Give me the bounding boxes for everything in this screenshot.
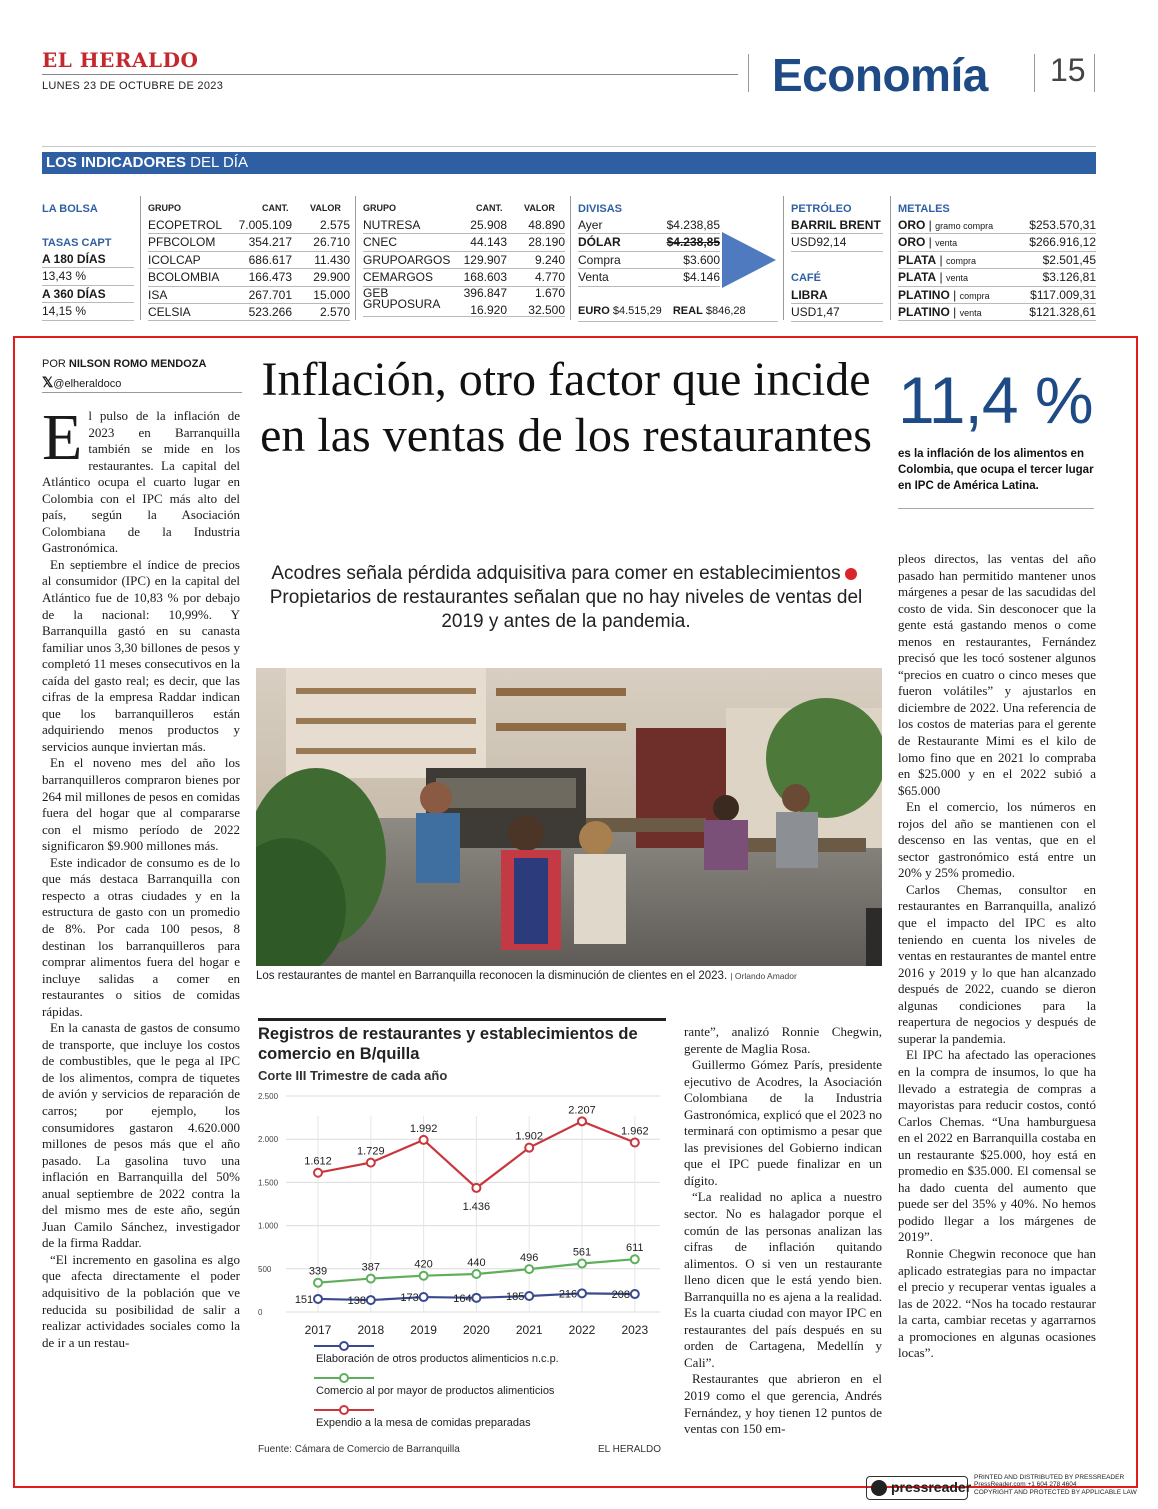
x-tick-label: 2017 <box>304 1323 332 1337</box>
subhead-part-a: Acodres señala pérdida adquisitiva para comer en establecimientos <box>271 563 841 584</box>
data-point <box>420 1136 428 1144</box>
divisa-value: $4.238,85 <box>666 218 720 232</box>
stock-cant: 25.908 <box>470 218 507 232</box>
metal-type: compra <box>946 255 977 266</box>
data-label: 164 <box>453 1292 472 1305</box>
stock-valor: 29.900 <box>313 270 350 285</box>
indicators-bar-bold: LOS INDICADORES <box>46 154 187 171</box>
data-label: 1.729 <box>357 1145 385 1158</box>
metales-label: METALES <box>898 203 950 215</box>
data-label: 1.436 <box>462 1200 491 1213</box>
stock-name: ICOLCAP <box>148 252 201 267</box>
stock-row <box>148 287 350 304</box>
col-header-valor: VALOR <box>310 203 341 213</box>
metal-value: $253.570,31 <box>1029 218 1096 232</box>
metal-type: venta <box>946 273 969 284</box>
x-icon: 𝕏 <box>42 374 54 390</box>
stock-row <box>363 217 565 234</box>
stock-cant: 396.847 <box>463 285 507 300</box>
col-header-cant: CANT. <box>262 203 289 213</box>
data-point <box>472 1184 480 1192</box>
x-tick-label: 2019 <box>410 1323 437 1337</box>
indicators-bar-rest: DEL DÍA <box>186 154 248 171</box>
libra-value: USD1,47 <box>791 304 883 321</box>
data-point <box>472 1270 480 1278</box>
divisas-table <box>578 217 720 287</box>
paragraph: En el noveno mes del año los barranquilleros compraron bienes por 264 mil millones de pesos en comidas fuera del hogar que al compararse con el mismo período de 2022 significaron $9.900 millones más. <box>42 755 240 854</box>
stock-cant: 129.907 <box>463 252 507 267</box>
bullet-dot-icon <box>845 568 857 580</box>
article-column-1 <box>42 408 240 1464</box>
byline-por: POR <box>42 358 66 370</box>
stock-valor: 48.890 <box>528 218 565 232</box>
col-header-cant: CANT. <box>476 203 503 213</box>
euro-real-row <box>578 305 746 317</box>
divisa-row <box>578 234 720 251</box>
data-point <box>367 1159 375 1167</box>
y-tick-label: 2.000 <box>258 1135 279 1145</box>
libra-label: LIBRA <box>791 287 883 304</box>
stock-row <box>363 234 565 251</box>
petroleo-label: PETRÓLEO <box>791 203 852 215</box>
data-label: 1.612 <box>304 1155 332 1168</box>
paragraph: “El incremento en gasolina es algo que afecta directamente el poder adquisitivo de la población que ve reducida su posibilidad de salir a realizar actividades sociales como la de ir a un restau- <box>42 1251 240 1350</box>
divisa-row <box>578 269 720 286</box>
data-label: 173 <box>400 1292 419 1305</box>
social-handle <box>42 374 121 391</box>
column-divider <box>783 196 784 320</box>
issue-date: LUNES 23 DE OCTUBRE DE 2023 <box>42 80 224 92</box>
data-point <box>367 1296 375 1304</box>
masthead-rule <box>42 74 738 75</box>
data-label: 420 <box>414 1258 433 1271</box>
metal-value: $3.126,81 <box>1042 270 1096 285</box>
stock-row <box>148 234 350 251</box>
petroleo-table <box>791 217 883 252</box>
legend-label: Comercio al por mayor de productos alimenticios <box>316 1385 555 1397</box>
chart-brand: EL HERALDO <box>598 1444 661 1455</box>
column-divider <box>140 196 141 320</box>
stock-valor: 4.770 <box>534 270 565 285</box>
drop-cap: E <box>42 408 83 474</box>
divisa-value: $3.600 <box>683 252 720 267</box>
data-label: 2.207 <box>568 1104 596 1117</box>
data-point <box>578 1117 586 1125</box>
barril-value: USD92,14 <box>791 234 883 251</box>
data-label: 208 <box>611 1289 630 1302</box>
data-point <box>367 1275 375 1283</box>
author-name: NILSON ROMO MENDOZA <box>68 358 207 370</box>
metal-row: PLATINO | compra $117.009,31 <box>898 287 1096 304</box>
divisa-row <box>578 252 720 269</box>
metal-value: $121.328,61 <box>1029 304 1096 319</box>
divisa-label: Ayer <box>578 218 603 232</box>
stock-row <box>148 269 350 286</box>
caption-text: Los restaurantes de mantel en Barranquilla reconocen la disminución de clientes en el 2023. <box>256 970 728 982</box>
byline-rule <box>42 392 242 393</box>
col-header-grupo: GRUPO <box>148 203 182 213</box>
stocks-table-2 <box>363 217 565 317</box>
highlight-stat: 11,4 % <box>898 363 1093 437</box>
stock-row <box>363 287 565 317</box>
data-point <box>525 1292 533 1300</box>
x-tick-label: 2021 <box>515 1323 543 1337</box>
data-point <box>578 1260 586 1268</box>
data-point <box>525 1144 533 1152</box>
stock-valor: 11.430 <box>314 252 350 267</box>
metal-name: PLATA <box>898 270 937 285</box>
photo-caption <box>256 970 797 982</box>
data-label: 387 <box>361 1261 380 1274</box>
data-label: 561 <box>572 1246 592 1259</box>
stock-cant: 523.266 <box>248 304 292 319</box>
metal-type: venta <box>935 238 958 249</box>
data-point <box>472 1294 480 1302</box>
metales-table <box>898 217 1096 321</box>
paragraph: Este indicador de consumo es de lo que más destaca Barranquilla con respecto a otras ciudades y en la estructura de gasto con un promedio de 8%. Por cada 100 pesos, 8 destinan los barranquilleros para comprar alimentos fuera del hogar e incluye salidas a comer en restaurantes o sitios de comidas rápidas. <box>42 854 240 1019</box>
x-tick-label: 2023 <box>621 1323 649 1337</box>
data-point <box>578 1289 586 1297</box>
arrow-right-icon <box>722 232 776 288</box>
pressreader-icon <box>871 1480 887 1496</box>
divisa-label: Venta <box>578 270 609 285</box>
column-divider <box>570 196 571 320</box>
masthead-divider <box>748 54 749 92</box>
data-point <box>525 1265 533 1273</box>
legend-marker <box>340 1406 348 1414</box>
stock-valor: 32.500 <box>528 302 565 317</box>
subhead-part-b: Propietarios de restaurantes señalan que no hay niveles de ventas del 2019 y antes de la pandemia. <box>269 587 863 632</box>
metal-row: ORO | gramo compra $253.570,31 <box>898 217 1096 234</box>
x-tick-label: 2022 <box>568 1323 596 1337</box>
tasa-value: 13,43 % <box>42 268 134 285</box>
bolsa-label: LA BOLSA <box>42 203 98 215</box>
y-tick-label: 1.000 <box>258 1221 279 1231</box>
article-column-3 <box>684 1024 882 1464</box>
real-value: $846,28 <box>705 305 746 317</box>
pressreader-notice <box>974 1474 1137 1496</box>
paragraph: En septiembre el índice de precios al consumidor (IPC) en la capital del Atlántico fue de 10,83 % por debajo de la nacional: 10,99%. Y Barranquilla gastó en su canasta familiar unos 3,30 billones de pesos y completó 11 meses consecutivos en la caída del gasto real; es decir, que las cifras de la empresa Raddar indican que los barranquilleros están adquiriendo menos productos y servicios aunque inviertan más. <box>42 556 240 754</box>
col-header-grupo: GRUPO <box>363 203 397 213</box>
stock-valor: 1.670 <box>534 285 565 300</box>
paragraph: En el comercio, los números en rojos del año se mantienen con el descenso en las ventas, que en el sector gastronómico está entre un 20% y 25% promedio. <box>898 799 1096 881</box>
legend-label: Elaboración de otros productos alimenticios n.c.p. <box>316 1353 559 1365</box>
data-point <box>314 1279 322 1287</box>
paragraph: Guillermo Gómez París, presidente ejecutivo de Acodres, la Asociación Colombiana de la Industria Gastronómica, explicó que el 2023 no terminará con optimismo a pesar que las previsiones del Gobierno indican que el IPC puede finalizar en un dígito. <box>684 1057 882 1188</box>
highlight-stat-description: es la inflación de los alimentos en Colombia, que ocupa el tercer lugar en IPC de América Latina. <box>898 448 1094 492</box>
euro-label: EURO <box>578 305 610 317</box>
page-number: 15 <box>1050 52 1086 88</box>
y-tick-label: 0 <box>258 1308 263 1317</box>
stock-name: CELSIA <box>148 304 191 319</box>
metal-row: PLATINO | venta $121.328,61 <box>898 304 1096 321</box>
divisa-label: Compra <box>578 252 621 267</box>
paragraph: “La realidad no aplica a nuestro sector. No es halagador porque el común de las personas analizan las cifras de inflación quitando alimentos. O si ven un restaurante lleno dicen que le está yendo bien. Barranquilla no es ajena a la realidad. Es la cuarta ciudad con mayor IPC en restaurantes del país después en su orden de Cartagena, Medellín y Cali”. <box>684 1189 882 1370</box>
stock-cant: 686.617 <box>248 252 292 267</box>
tasa-value: 14,15 % <box>42 303 134 320</box>
tasa-term: A 180 DÍAS <box>42 251 134 268</box>
stock-name: CEMARGOS <box>363 270 434 285</box>
paragraph: Ronnie Chegwin reconoce que han aplicado estrategias para no impactar el precio y recuperar ventas iguales a las de 2022. “Nos ha tocado restaurar la carta, cambiar recetas y agarrarnos a promociones en algunas ocasiones locas”. <box>898 1245 1096 1361</box>
stock-cant: 16.920 <box>470 302 507 317</box>
divisa-value: $4.238,85 <box>666 235 720 250</box>
section-title: Economía <box>772 49 988 101</box>
indicators-rule <box>42 146 1096 147</box>
column-divider <box>890 196 891 320</box>
data-label: 1.902 <box>515 1130 543 1143</box>
stock-row <box>148 217 350 234</box>
x-tick-label: 2020 <box>463 1323 490 1337</box>
stock-name: BCOLOMBIA <box>148 270 220 285</box>
pressreader-line: PRINTED AND DISTRIBUTED BY PRESSREADER <box>974 1474 1125 1481</box>
data-label: 1.962 <box>621 1125 649 1138</box>
line-chart <box>256 1084 668 1440</box>
data-label: 138 <box>347 1295 366 1308</box>
article-subhead <box>258 562 874 634</box>
pressreader-line: PressReader.com +1 604 278 4604 <box>974 1481 1077 1489</box>
data-point <box>631 1290 639 1298</box>
data-label: 185 <box>506 1291 525 1304</box>
euro-value: $4.515,29 <box>612 305 662 317</box>
stock-valor: 15.000 <box>313 287 350 302</box>
pressreader-line: COPYRIGHT AND PROTECTED BY APPLICABLE LAW <box>974 1488 1137 1496</box>
byline <box>42 358 206 370</box>
data-point <box>420 1293 428 1301</box>
divisa-row <box>578 217 720 234</box>
data-point <box>314 1169 322 1177</box>
paragraph: l pulso de la inflación de 2023 en Barranquilla también se mide en los restaurantes. La capital del Atlántico ocupa el cuarto lugar en Colombia con el IPC más alto del país, según la Asociación Colombiana de la Industria Gastronómica. <box>42 408 240 556</box>
article-headline: Inflación, otro factor que incide en las ventas de los restaurantes <box>260 353 872 462</box>
stock-row <box>148 304 350 321</box>
stock-name: NUTRESA <box>363 218 421 232</box>
data-point <box>420 1272 428 1280</box>
stock-name: CNEC <box>363 235 398 250</box>
legend-marker <box>340 1342 348 1350</box>
legend-label: Expendio a la mesa de comidas preparadas <box>316 1417 531 1429</box>
metal-row: PLATA | compra $2.501,45 <box>898 252 1096 269</box>
stock-row <box>363 252 565 269</box>
stock-valor: 26.710 <box>313 235 350 250</box>
data-point <box>314 1295 322 1303</box>
indicators-bar <box>42 152 1096 174</box>
metal-name: PLATINO <box>898 304 950 319</box>
data-label: 151 <box>294 1293 314 1306</box>
cafe-table <box>791 287 883 322</box>
handle-text: @elheraldoco <box>53 378 122 390</box>
stock-name: PFBCOLOM <box>148 235 216 250</box>
stock-name: ECOPETROL <box>148 218 223 232</box>
data-point <box>631 1255 639 1263</box>
metal-name: ORO <box>898 218 926 232</box>
stock-cant: 44.143 <box>470 235 507 250</box>
stock-cant: 7.005.109 <box>238 218 292 232</box>
metal-name: ORO <box>898 235 926 250</box>
restaurant-photo <box>256 668 882 966</box>
stock-name: ISA <box>148 287 168 302</box>
stock-row <box>363 269 565 286</box>
data-label: 339 <box>308 1265 328 1278</box>
y-tick-label: 2.500 <box>258 1092 279 1101</box>
stock-name: GEB <box>363 285 389 300</box>
barril-label: BARRIL BRENT <box>791 217 883 234</box>
legend-marker <box>340 1374 348 1382</box>
divisas-label: DIVISAS <box>578 203 623 215</box>
stock-name: GRUPOARGOS <box>363 252 451 267</box>
tasas-label: TASAS CAPT <box>42 237 112 249</box>
metal-type: compra <box>959 290 990 301</box>
metal-row: ORO | venta $266.916,12 <box>898 234 1096 251</box>
masthead-divider <box>1094 54 1095 92</box>
stock-cant: 267.701 <box>248 287 292 302</box>
data-label: 496 <box>520 1252 539 1265</box>
metal-name: PLATINO <box>898 287 950 302</box>
chart-top-rule <box>258 1018 666 1021</box>
divisa-label: DÓLAR <box>578 235 621 250</box>
real-label: REAL <box>672 305 703 317</box>
paragraph: El IPC ha afectado las operaciones en la compra de insumos, lo que ha llevado a estrategia de compras a mayoristas para reducir costos, contó Carlos Chemas. “Una hamburguesa en el 2022 en Barranquilla costaba en un restaurante $25.000, hoy está en promedio en $35.000. El comensal se ha dado cuenta del aumento que puede ser del 35% y 40%. No hemos podido llegar a los márgenes de 2019”. <box>898 1047 1096 1245</box>
paragraph: pleos directos, las ventas del año pasado han permitido mantener unos márgenes a pesar de las sacudidas del costo de vida. Sin desconocer que la gente está gastando menos o come menos en restaurantes, Fernández precisó que les tocó sostener algunos “precios en cuatro o cinco meses que fueron volátiles” y ajustarlos en diciembre de 2022. Una referencia de los costos de materias para el gerente de Restaurante Mimi es el kilo de lomo fino que en 2021 lo compraba en $25.000 y en el 2022 subió a $65.000 <box>898 551 1096 798</box>
data-label: 216 <box>558 1288 578 1301</box>
metal-row: PLATA | venta $3.126,81 <box>898 269 1096 286</box>
tasa-term: A 360 DÍAS <box>42 286 134 303</box>
pressreader-wordmark: pressreader <box>891 1479 972 1495</box>
stock-name: GRUPOSURA <box>363 296 441 311</box>
chart-title: Registros de restaurantes y establecimientos de comercio en B/quilla <box>258 1025 638 1063</box>
stocks-table-1 <box>148 217 350 321</box>
metal-value: $266.916,12 <box>1029 235 1096 250</box>
data-label: 1.992 <box>409 1122 438 1135</box>
tasas-table <box>42 251 134 321</box>
metal-name: PLATA <box>898 252 937 267</box>
chart-source: Fuente: Cámara de Comercio de Barranquilla <box>258 1444 460 1455</box>
x-tick-label: 2018 <box>357 1323 385 1337</box>
paragraph: rante”, analizó Ronnie Chegwin, gerente de Maglia Rosa. <box>684 1024 882 1056</box>
row-rule <box>578 321 778 322</box>
cafe-label: CAFÉ <box>791 272 821 284</box>
stock-cant: 354.217 <box>248 235 292 250</box>
y-tick-label: 1.500 <box>258 1178 279 1188</box>
metal-value: $2.501,45 <box>1042 252 1096 267</box>
data-point <box>631 1138 639 1146</box>
column-divider <box>355 196 356 320</box>
masthead-divider <box>1034 54 1035 92</box>
stock-cant: 166.473 <box>248 270 292 285</box>
chart-subtitle: Corte III Trimestre de cada año <box>258 1068 448 1083</box>
paragraph: Restaurantes que abrieron en el 2019 como el que gerencia, Andrés Fernández, y hoy tienen 12 puntos de ventas con 150 em- <box>684 1371 882 1437</box>
metal-type: venta <box>959 307 982 318</box>
stock-row <box>148 252 350 269</box>
stock-valor: 28.190 <box>528 235 565 250</box>
metal-value: $117.009,31 <box>1030 287 1096 302</box>
paragraph: Carlos Chemas, consultor en restaurantes en Barranquilla, analizó que el impacto del IPC es alto teniendo en cuenta los niveles de ventas en restaurantes de mantel entre 2016 y 2019 y lo que han alcanzado después de 2022, cuando se dieron algunas condiciones para la reapertura de negocios y después de superar la pandemia. <box>898 881 1096 1046</box>
col-header-valor: VALOR <box>524 203 555 213</box>
pressreader-logo <box>866 1476 972 1500</box>
photo-credit: | Orlando Amador <box>730 971 797 981</box>
paragraph: En la canasta de gastos de consumo de transporte, que incluye los costos de combustibles, que le pega al IPC de los alimentos, compra de tiquetes de avión y servicios de reparación de carros; por ejemplo, los consumidores gastaron 4.620.000 millones de pesos más que el año pasado. La gasolina tuvo una inflación en Barranquilla del 50% anual septiembre de 2022 contra la del mismo mes de este año, según Juan Camilo Sánchez, investigador de la firma Raddar. <box>42 1020 240 1251</box>
data-label: 611 <box>626 1242 644 1255</box>
divisa-value: $4.146 <box>683 270 720 285</box>
stock-valor: 2.575 <box>319 218 350 232</box>
newspaper-logo: EL HERALDO <box>42 48 199 72</box>
data-label: 440 <box>467 1256 486 1269</box>
y-tick-label: 500 <box>258 1264 272 1274</box>
article-column-4 <box>898 551 1096 1466</box>
metal-type: gramo compra <box>935 221 994 231</box>
stock-valor: 2.570 <box>319 304 350 319</box>
stat-rule <box>898 508 1094 509</box>
stock-cant: 168.603 <box>463 270 507 285</box>
stock-valor: 9.240 <box>534 252 565 267</box>
